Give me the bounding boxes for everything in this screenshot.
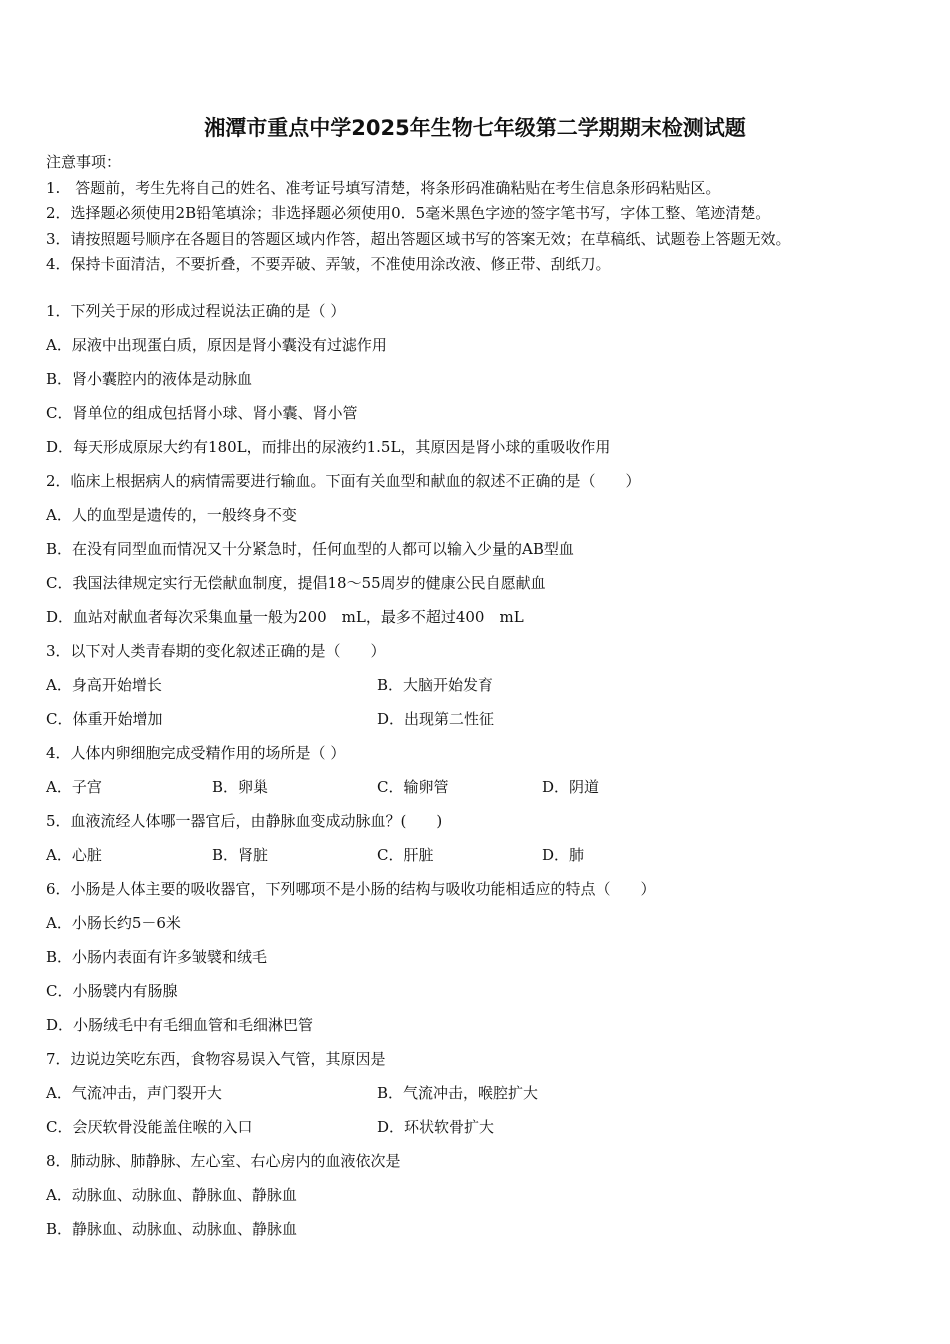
question	[46, 636, 926, 738]
option-row	[46, 364, 926, 398]
option-row	[46, 534, 926, 568]
option-row	[46, 1010, 926, 1044]
answer-option[interactable]: C．肾单位的组成包括肾小球、肾小囊、肾小管	[46, 404, 358, 422]
answer-option[interactable]: A．子宫	[46, 778, 102, 796]
question-stem: 5．血液流经人体哪一器官后，由静脉血变成动脉血？( )	[46, 812, 443, 830]
answer-option[interactable]: D．阴道	[542, 778, 600, 796]
option-row	[46, 500, 926, 534]
option-row	[46, 908, 926, 942]
option-row	[46, 1180, 926, 1214]
option-row	[46, 1112, 926, 1146]
question	[46, 1044, 926, 1146]
answer-option[interactable]: A．动脉血、动脉血、静脉血、静脉血	[46, 1186, 297, 1204]
answer-option[interactable]: B．静脉血、动脉血、动脉血、静脉血	[46, 1220, 298, 1238]
question	[46, 466, 926, 636]
question-stem: 8．肺动脉、肺静脉、左心室、右心房内的血液依次是	[46, 1152, 401, 1170]
answer-option[interactable]: C．会厌软骨没能盖住喉的入口	[46, 1118, 253, 1136]
note-item: 3．请按照题号顺序在各题目的答题区域内作答，超出答题区域书写的答案无效；在草稿纸、试题卷上答题无效。	[46, 229, 791, 248]
note-item: 1. 答题前，考生先将自己的姓名、准考证号填写清楚，将条形码准确粘贴在考生信息条形码粘贴区。	[46, 178, 721, 197]
option-row	[46, 772, 926, 806]
answer-option[interactable]: C．体重开始增加	[46, 710, 163, 728]
question	[46, 738, 926, 806]
answer-option[interactable]: C．肝脏	[377, 846, 434, 864]
option-row	[46, 330, 926, 364]
answer-option[interactable]: A．小肠长约5－6米	[46, 914, 181, 932]
question-stem: 3．以下对人类青春期的变化叙述正确的是（ ）	[46, 642, 386, 660]
question	[46, 806, 926, 874]
option-row	[46, 670, 926, 704]
answer-option[interactable]: D．环状软骨扩大	[377, 1118, 495, 1136]
answer-option[interactable]: D．肺	[542, 846, 585, 864]
notes-heading: 注意事项：	[46, 153, 122, 171]
answer-option[interactable]: B．大脑开始发育	[377, 676, 494, 694]
note-item: 4．保持卡面清洁，不要折叠，不要弄破、弄皱，不准使用涂改液、修正带、刮纸刀。	[46, 255, 611, 273]
question-stem: 2．临床上根据病人的病情需要进行输血。下面有关血型和献血的叙述不正确的是（ ）	[46, 472, 641, 490]
question-stem: 6．小肠是人体主要的吸收器官，下列哪项不是小肠的结构与吸收功能相适应的特点（ ）	[46, 880, 656, 898]
answer-option[interactable]: D．小肠绒毛中有毛细血管和毛细淋巴管	[46, 1016, 314, 1034]
answer-option[interactable]: C．小肠襞内有肠腺	[46, 982, 178, 1000]
answer-option[interactable]: A．尿液中出现蛋白质，原因是肾小囊没有过滤作用	[46, 336, 387, 354]
option-row	[46, 1078, 926, 1112]
option-row	[46, 568, 926, 602]
page-title: 湘潭市重点中学2025年生物七年级第二学期期末检测试题	[204, 116, 746, 140]
answer-option[interactable]: D．出现第二性征	[377, 710, 495, 728]
answer-option[interactable]: B．肾脏	[212, 846, 269, 864]
question	[46, 296, 926, 466]
answer-option[interactable]: A．心脏	[46, 846, 102, 864]
notes-section	[46, 150, 926, 278]
option-row	[46, 942, 926, 976]
questions-list	[46, 296, 926, 1248]
question	[46, 1146, 926, 1248]
answer-option[interactable]: B．卵巢	[212, 778, 269, 796]
question-stem: 7．边说边笑吃东西，食物容易误入气管，其原因是	[46, 1050, 386, 1068]
option-row	[46, 1214, 926, 1248]
answer-option[interactable]: A．人的血型是遗传的，一般终身不变	[46, 506, 297, 524]
answer-option[interactable]: B．肾小囊腔内的液体是动脉血	[46, 370, 253, 388]
answer-option[interactable]: C．输卵管	[377, 778, 449, 796]
answer-option[interactable]: B．气流冲击，喉腔扩大	[377, 1084, 539, 1102]
option-row	[46, 976, 926, 1010]
question	[46, 874, 926, 1044]
answer-option[interactable]: A．身高开始增长	[46, 676, 162, 694]
option-row	[46, 398, 926, 432]
option-row	[46, 704, 926, 738]
answer-option[interactable]: D．血站对献血者每次采集血量一般为200 mL，最多不超过400 mL	[46, 608, 524, 626]
option-row	[46, 602, 926, 636]
option-row	[46, 840, 926, 874]
answer-option[interactable]: A．气流冲击，声门裂开大	[46, 1084, 222, 1102]
option-row	[46, 432, 926, 466]
answer-option[interactable]: B．小肠内表面有许多皱襞和绒毛	[46, 948, 268, 966]
note-item: 2．选择题必须使用2B铅笔填涂；非选择题必须使用0．5毫米黑色字迹的签字笔书写，字体工整、笔迹清楚。	[46, 204, 771, 222]
question-stem: 4．人体内卵细胞完成受精作用的场所是（ ）	[46, 744, 346, 762]
answer-option[interactable]: D．每天形成原尿大约有180L，而排出的尿液约1.5L，其原因是肾小球的重吸收作用	[46, 438, 611, 456]
answer-option[interactable]: B．在没有同型血而情况又十分紧急时，任何血型的人都可以输入少量的AB型血	[46, 540, 574, 558]
answer-option[interactable]: C．我国法律规定实行无偿献血制度，提倡18～55周岁的健康公民自愿献血	[46, 574, 546, 592]
question-stem: 1．下列关于尿的形成过程说法正确的是（ ）	[46, 302, 346, 320]
